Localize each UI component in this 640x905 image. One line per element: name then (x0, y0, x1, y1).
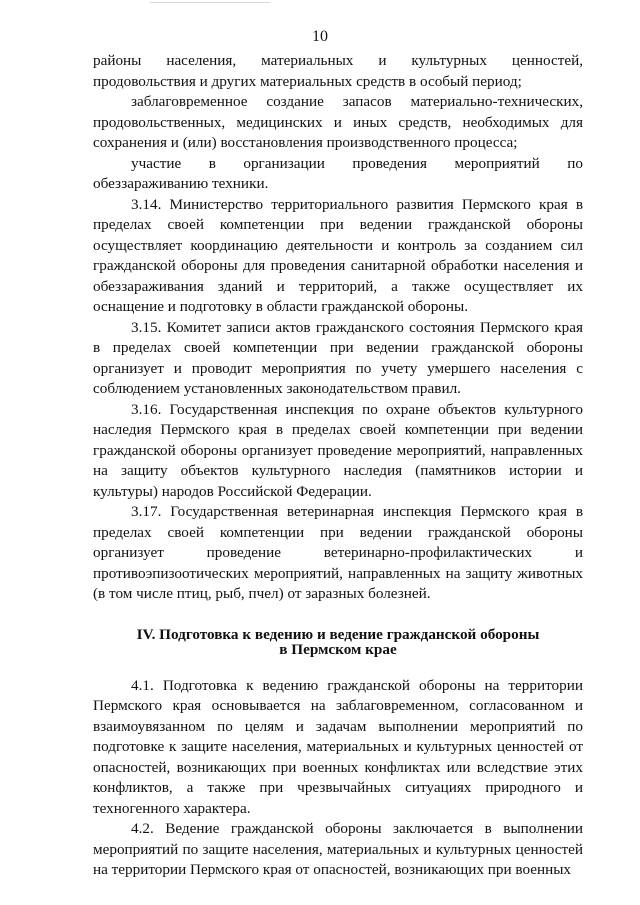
paragraph-3-14: 3.14. Министерство территориального развития Пермского края в пределах своей компетенции при ведении гражданской обороны осуществляет координацию деятельности и контроль за созданием сил гражданской обороны для проведения санитарной обработки населения и обеззараживания зданий и территорий, а также осуществляет их оснащение и подготовку в области гражданской обороны. (93, 195, 583, 315)
section-heading-line-1: IV. Подготовка к ведению и ведение гражданской обороны (136, 625, 540, 643)
paragraph-continuation: районы населения, материальных и культурных ценностей, продовольствия и других материальных средств в особый период; (93, 52, 583, 90)
section-heading-line-2: в Пермском крае (279, 640, 397, 658)
paragraph-4-1: 4.1. Подготовка к ведению гражданской обороны на территории Пермского края основывается на заблаговременном, согласованном и взаимоувязанном по целям и задачам выполнении мероприятий по подготовке к защите населения, материальных и культурных ценностей от опасностей, возникающих при военных конфликтах или вследствие этих конфликтов, а также при чрезвычайных ситуациях природного и техногенного характера. (93, 676, 583, 817)
paragraph-3-17: 3.17. Государственная ветеринарная инспекция Пермского края в пределах своей компетенции при ведении гражданской обороны организует проведение ветеринарно-профилактических и противоэпизоотических мероприятий, направленных на защиту животных (в том числе птиц, рыб, пчел) от заразных болезней. (93, 503, 583, 602)
page-number: 10 (312, 28, 328, 45)
paragraph-4-2: 4.2. Ведение гражданской обороны заключается в выполнении мероприятий по защите населения, материальных и культурных ценностей на территории Пермского края от опасностей, возникающих при военных (93, 820, 583, 878)
document-body (93, 51, 583, 881)
scan-top-edge-line (150, 2, 270, 3)
paragraph-reserves: заблаговременное создание запасов материально-технических, продовольственных, медицинских и иных средств, необходимых для сохранения и (или) восстановления производственного процесса; (93, 93, 583, 151)
paragraph-3-16: 3.16. Государственная инспекция по охране объектов культурного наследия Пермского края в пределах своей компетенции при ведении гражданской обороны организует проведение мероприятий, направленных на защиту объектов культурного наследия (памятников истории и культуры) народов Российской Федерации. (93, 400, 583, 500)
section-heading (93, 627, 583, 657)
paragraph-decontamination: участие в организации проведения мероприятий по обеззараживанию техники. (93, 154, 583, 192)
paragraph-3-15: 3.15. Комитет записи актов гражданского состояния Пермского края в пределах своей компетенции при ведении гражданской обороны организует и проводит мероприятия по учету умершего населения с соблюдением установленных законодательством правил. (93, 318, 583, 397)
